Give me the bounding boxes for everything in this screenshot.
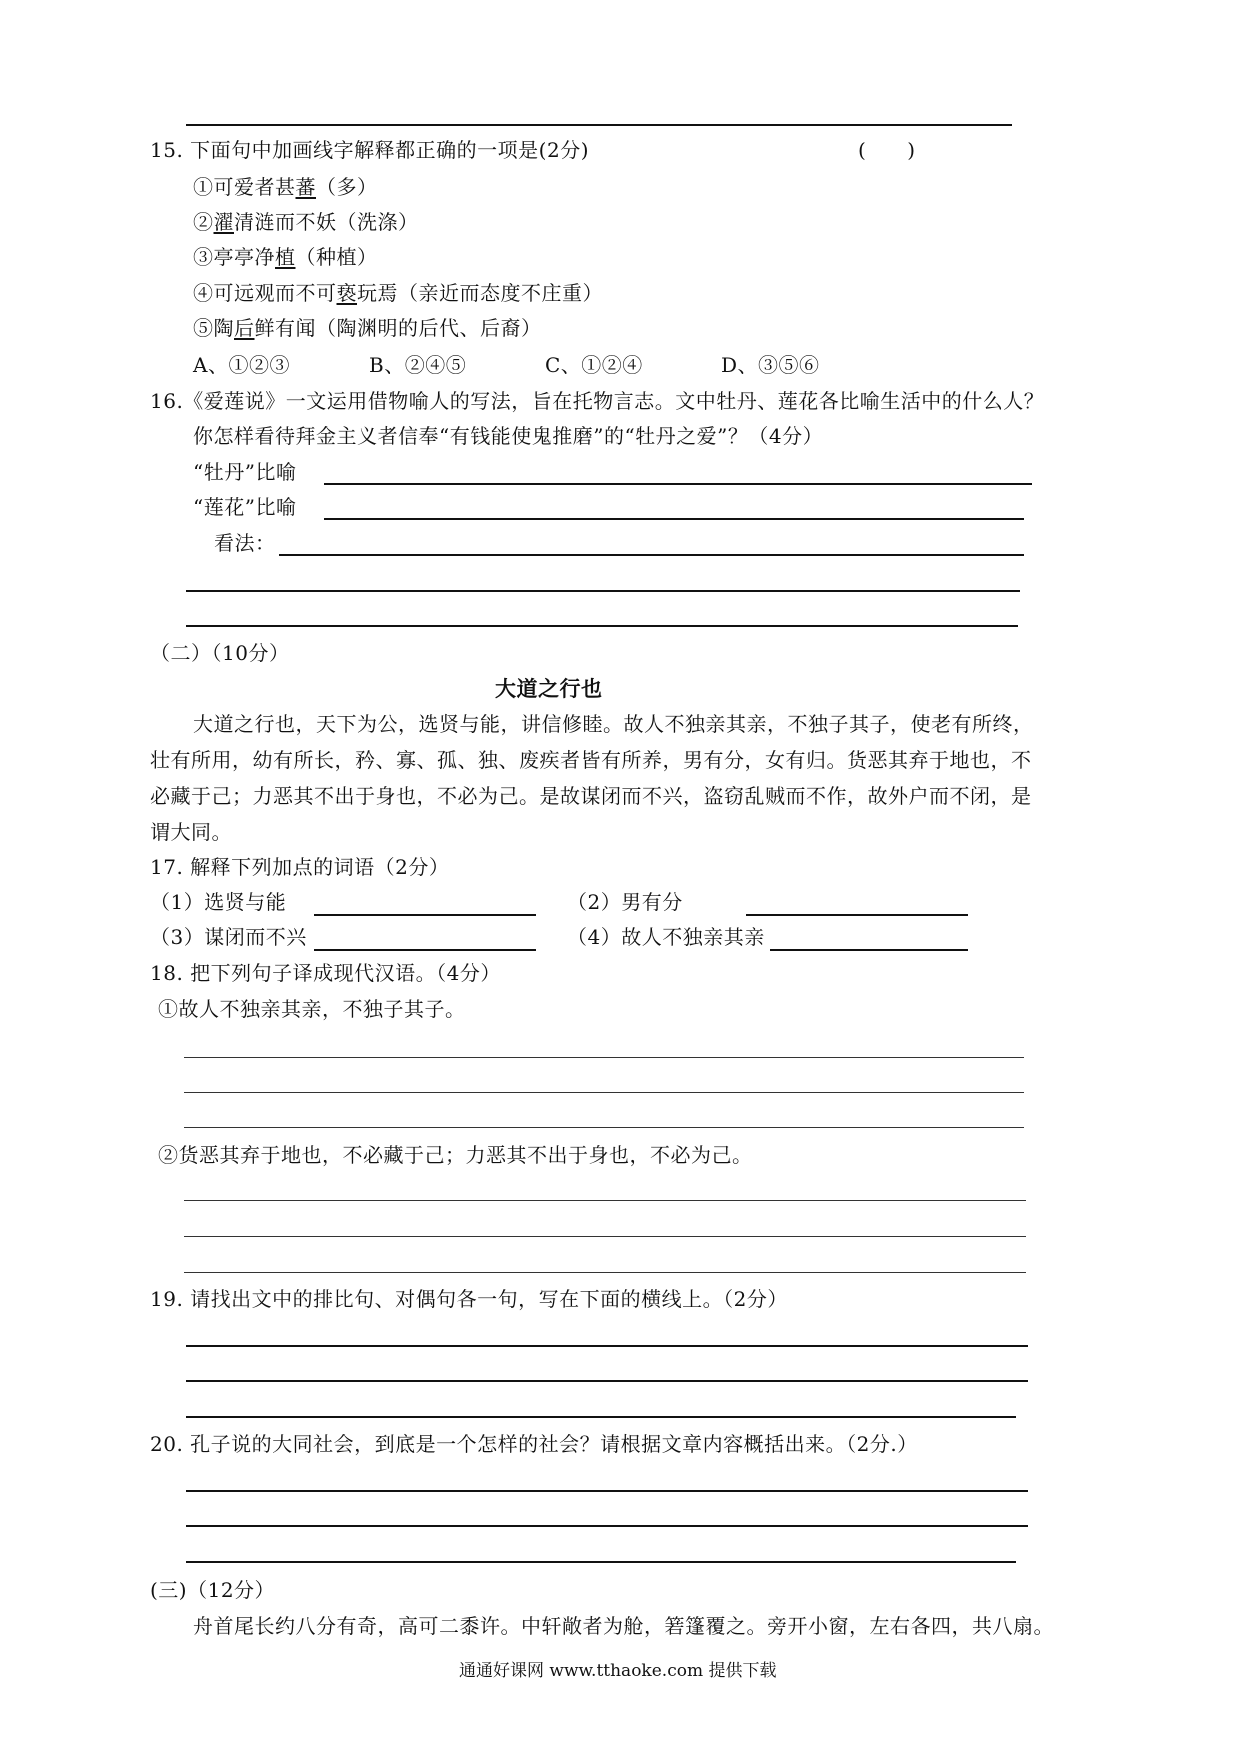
q17-item-1: （1）选贤与能 [150,890,287,914]
q19-answer-line [186,1416,1016,1418]
q15-option-d: D、③⑤⑥ [721,353,820,377]
q17-answer-line [314,914,536,916]
q18-stem: 18. 把下列句子译成现代汉语。（4分） [150,961,501,985]
passage-line: 大道之行也，天下为公，选贤与能，讲信修睦。故人不独亲其亲，不独子其子，使老有所终， [193,712,1034,736]
q16-view-answer-line [186,625,1018,627]
q19-answer-line [186,1380,1028,1382]
q19-stem: 19. 请找出文中的排比句、对偶句各一句，写在下面的横线上。（2分） [150,1287,788,1311]
passage-title: 大道之行也 [495,677,603,701]
q20-answer-line [186,1525,1028,1527]
q18-answer-line [184,1092,1024,1093]
q20-stem: 20. 孔子说的大同社会，到底是一个怎样的社会？请根据文章内容概括出来。（2分.） [150,1432,918,1456]
q19-answer-line [186,1345,1028,1347]
q15-item-1: ①可爱者甚蕃（多） [193,175,378,199]
passage-line: 壮有所用，幼有所长，矜、寡、孤、独、废疾者皆有所养，男有分，女有归。货恶其弃于地也，不 [150,748,1032,772]
footer-source: 通通好课网 www.tthaoke.com 提供下载 [459,1661,777,1681]
q17-item-2: （2）男有分 [567,890,683,914]
answer-line [186,124,1012,126]
section3-heading: (三)（12分） [150,1578,276,1602]
q15-item-5: ⑤陶后鲜有闻（陶渊明的后代、后裔） [193,316,542,340]
section2-heading: （二）（10分） [150,641,290,665]
q18-sentence-2: ②货恶其弃于地也，不必藏于己；力恶其不出于身也，不必为己。 [158,1143,753,1167]
passage-line: 谓大同。 [150,820,232,844]
q16-stem-line2: 你怎样看待拜金主义者信奉“有钱能使鬼推磨”的“牡丹之爱”？（4分） [193,424,824,448]
q15-item-4: ④可远观而不可亵玩焉（亲近而态度不庄重） [193,281,603,305]
q17-item-3: （3）谋闭而不兴 [150,925,307,949]
q17-stem: 17. 解释下列加点的词语（2分） [150,855,450,879]
q16-peony-answer-line [324,483,1032,485]
q16-stem-line1: 16.《爱莲说》一文运用借物喻人的写法，旨在托物言志。文中牡丹、莲花各比喻生活中的什么人？ [150,389,1045,413]
q15-item-3: ③亭亭净植（种植） [193,245,378,269]
passage-line: 必藏于己；力恶其不出于身也，不必为己。是故谋闭而不兴，盗窃乱贼而不作，故外户而不闭，是 [150,784,1032,808]
q18-answer-line [184,1236,1026,1237]
q20-answer-line [186,1561,1016,1563]
q15-stem: 15. 下面句中加画线字解释都正确的一项是(2分) [150,138,589,162]
q18-sentence-1: ①故人不独亲其亲，不独子其子。 [158,997,466,1021]
q18-answer-line [184,1200,1026,1201]
q15-option-b: B、②④⑤ [369,353,467,377]
q16-lotus-label: “莲花”比喻 [193,495,297,519]
q16-view-label: 看法： [214,531,276,555]
q17-item-4: （4）故人不独亲其亲 [567,925,765,949]
passage-line: 舟首尾长约八分有奇，高可二黍许。中轩敞者为舱，箬篷覆之。旁开小窗，左右各四，共八扇。 [193,1614,1054,1638]
q18-answer-line [184,1057,1024,1058]
q15-item-2: ②濯清涟而不妖（洗涤） [193,210,419,234]
q16-view-answer-line [186,590,1020,592]
q15-answer-paren: ( ) [858,138,916,162]
q16-peony-label: “牡丹”比喻 [193,460,297,484]
q17-answer-line [746,914,968,916]
q18-answer-line [184,1127,1024,1128]
q16-lotus-answer-line [324,518,1024,520]
q15-option-c: C、①②④ [545,353,643,377]
q16-view-answer-line [279,554,1024,556]
q17-answer-line [770,949,968,951]
q17-answer-line [314,949,536,951]
q15-option-a: A、①②③ [193,353,290,377]
q18-answer-line [184,1272,1026,1273]
q20-answer-line [186,1490,1028,1492]
